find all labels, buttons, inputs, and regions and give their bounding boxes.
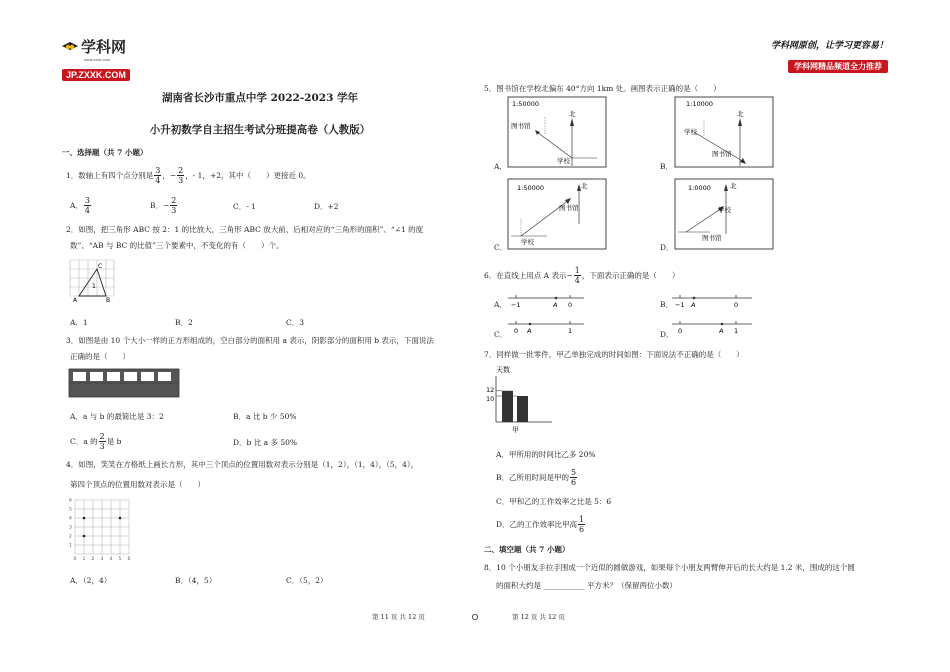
number-line-c	[506, 316, 586, 336]
q2-option-c: C．3	[286, 318, 305, 327]
chart-xlabel: 甲	[512, 426, 519, 434]
svg-text:A: A	[553, 301, 558, 309]
svg-text:A: A	[719, 327, 724, 335]
q5-option-c-label: C．	[494, 243, 508, 252]
x-tick-label: 0	[73, 557, 77, 562]
x-tick-label: 3	[100, 557, 104, 562]
q2-option-b: B．2	[175, 318, 193, 327]
x-tick-label: 2	[91, 557, 95, 562]
triangle-grid-figure	[68, 258, 116, 302]
bar-甲	[502, 391, 513, 422]
question-3-line2: 正确的是（ ）	[70, 352, 130, 361]
q6-option-b-label: B．	[660, 300, 674, 309]
svg-text:1:50000: 1:50000	[512, 100, 540, 108]
q3-option-b: B．a 比 b 少 50%	[233, 412, 297, 421]
svg-text:1: 1	[734, 327, 739, 335]
logo-url: JP.ZXXK.COM	[62, 69, 130, 81]
q2-option-a: A．1	[70, 318, 88, 327]
svg-text:0: 0	[678, 327, 683, 335]
svg-text:A: A	[691, 301, 696, 309]
q7-bar-chart	[486, 364, 556, 436]
q3-option-d: D．b 比 a 多 50%	[233, 438, 297, 447]
fraction-3-4: $\frac{3}{4}$	[155, 166, 161, 185]
q3-option-c: C．a 的 $\frac{2}{3}$ 是 b	[70, 432, 122, 451]
number-line-d	[670, 316, 754, 336]
y-tick-label: 3	[69, 525, 72, 531]
svg-text:北: 北	[730, 182, 737, 190]
y-tick-label: 10	[486, 395, 495, 403]
question-2-line2: 数”、“AB 与 BC 的比值”三个要素中，不变化的有（ ）个。	[70, 241, 284, 250]
q4-option-c: C．（5，2）	[286, 576, 328, 585]
question-4-line2: 第四个顶点的位置用数对表示是（ ）	[70, 480, 205, 489]
x-tick-label: 1	[82, 557, 86, 562]
question-1: 1．数轴上有四个点分别是 $\frac{3}{4}$ ，− $\frac{2}{3}$ ，- 1，+2，其中（ ）更接近 0。	[66, 166, 311, 185]
footer-page-right: 第 12 页 共 12 页	[512, 613, 565, 621]
y-tick-label: 1	[69, 543, 72, 549]
q4-option-a: A．（2，4）	[70, 576, 112, 585]
x-tick-label: 4	[109, 557, 113, 562]
x-tick-label: 6	[127, 557, 131, 562]
logo-small-url: www.zxxk.com	[84, 57, 111, 62]
y-tick-label: 4	[69, 516, 72, 522]
svg-text:学校: 学校	[684, 128, 697, 136]
question-2-line1: 2．如图，把三角形 ABC 按 2：1 的比放大，三角形 ABC 放大前、后相对应的“三角形的面积”、“∠1 的度	[66, 225, 424, 234]
svg-text:图书馆: 图书馆	[702, 234, 722, 242]
map-option-c	[507, 178, 607, 250]
header-slogan: 学科网原创，让学习更容易！	[770, 40, 888, 50]
q6-option-a-label: A．	[494, 300, 507, 309]
svg-text:A: A	[527, 327, 532, 335]
coordinate-grid-figure	[64, 496, 131, 562]
svg-text:图书馆: 图书馆	[559, 204, 579, 212]
svg-text:1:0000: 1:0000	[688, 184, 711, 192]
q6-option-d-label: D．	[660, 330, 674, 339]
section-fill: 二、填空题（共 7 小题）	[484, 545, 570, 554]
header-promo: 学科网精品频道全力推荐	[788, 60, 888, 73]
svg-text:0: 0	[568, 301, 573, 309]
svg-text:−1: −1	[675, 301, 685, 309]
svg-text:−1: −1	[511, 301, 521, 309]
fraction-2-3: $\frac{2}{3}$	[178, 166, 184, 185]
svg-text:1:10000: 1:10000	[686, 100, 714, 108]
q1-option-b: B．− $\frac{2}{3}$	[150, 196, 177, 215]
chart-ylabel: 天数	[496, 366, 510, 374]
title-line1: 湖南省长沙市重点中学 2022-2023 学年	[161, 92, 359, 104]
question-7: 7．同样做一批零件，甲乙单独完成的时间如图：下面说法不正确的是（ ）	[484, 350, 744, 359]
number-line-b	[670, 290, 754, 310]
svg-text:北: 北	[581, 182, 588, 190]
q1-option-a: A． $\frac{3}{4}$	[70, 196, 91, 215]
q5-option-d-label: D．	[660, 243, 674, 252]
number-line-a	[506, 290, 586, 310]
svg-text:学校: 学校	[557, 157, 570, 165]
svg-text:C: C	[98, 263, 103, 270]
graduation-cap-icon	[62, 41, 78, 53]
svg-text:图书馆: 图书馆	[511, 122, 531, 130]
q7-option-b: B．乙所用时间是甲的 $\frac{5}{6}$	[496, 468, 577, 487]
q7-option-a: A．甲所用的时间比乙多 20%	[496, 450, 596, 459]
svg-text:学校: 学校	[718, 206, 731, 214]
map-option-b	[674, 96, 774, 168]
question-8-line1: 8．10 个小朋友手拉手围成一个近似的圆做游戏，如果每个小朋友两臂伸开后的长大约是 1.2 米，围成的这个圆	[484, 563, 855, 572]
x-tick-label: 5	[118, 557, 122, 562]
svg-text:北: 北	[737, 110, 744, 118]
svg-text:A: A	[73, 297, 78, 304]
map-option-a	[507, 96, 607, 168]
y-tick-label: 6	[69, 498, 72, 504]
question-8-line2: 的面积大约是 ___________ 平方米？（保留两位小数）	[496, 581, 678, 590]
q6-option-c-label: C．	[494, 330, 508, 339]
page-divider-circle-icon	[471, 613, 479, 621]
q7-option-d: D．乙的工作效率比甲高 $\frac{1}{6}$	[496, 515, 585, 534]
svg-text:B: B	[106, 297, 111, 304]
y-tick-label: 12	[486, 385, 495, 394]
logo	[62, 36, 130, 82]
q3-option-a: A．a 与 b 的最简比是 3：2	[70, 412, 164, 421]
footer-page-left: 第 11 页 共 12 页	[372, 613, 425, 621]
question-6: 6．在直线上用点 A 表示− $\frac{1}{4}$ ，下面表示正确的是（ ）	[484, 266, 680, 285]
title-line2: 小升初数学自主招生考试分班提高卷（人教版）	[149, 124, 371, 136]
svg-text:0: 0	[734, 301, 739, 309]
svg-text:图书馆: 图书馆	[712, 150, 732, 158]
q1-option-d: D．+2	[314, 202, 339, 211]
svg-text:学校: 学校	[521, 238, 534, 246]
squares-figure	[68, 368, 180, 398]
q1-option-c: C．- 1	[233, 202, 256, 211]
logo-text: 学科网	[81, 39, 127, 56]
svg-text:1: 1	[568, 327, 573, 335]
y-tick-label: 5	[69, 507, 72, 513]
svg-text:0: 0	[514, 327, 519, 335]
svg-text:北: 北	[569, 110, 576, 118]
y-tick-label: 2	[69, 534, 72, 540]
q5-option-b-label: B．	[660, 162, 674, 171]
q7-option-c: C．甲和乙的工作效率之比是 5：6	[496, 497, 612, 506]
question-4-line1: 4．如图，笑笑在方格纸上画长方形，其中三个顶点的位置用数对表示分别是（1，2），（1，4），（5，4），	[66, 460, 419, 469]
bar-乙	[517, 396, 528, 422]
section-choice: 一、选择题（共 7 小题）	[62, 148, 148, 157]
q4-option-b: B．（4，5）	[175, 576, 217, 585]
map-option-d	[674, 178, 774, 250]
svg-text:1: 1	[92, 283, 96, 290]
q5-option-a-label: A．	[494, 162, 507, 171]
question-5: 5．图书馆在学校北偏东 40°方向 1km 处。画图表示正确的是（ ）	[484, 84, 721, 93]
svg-text:1:50000: 1:50000	[517, 184, 545, 192]
question-3-line1: 3．如图是由 10 个大小一样的正方形组成的，空白部分的面积用 a 表示，阴影部分的面积用 b 表示，下面说法	[66, 336, 434, 345]
